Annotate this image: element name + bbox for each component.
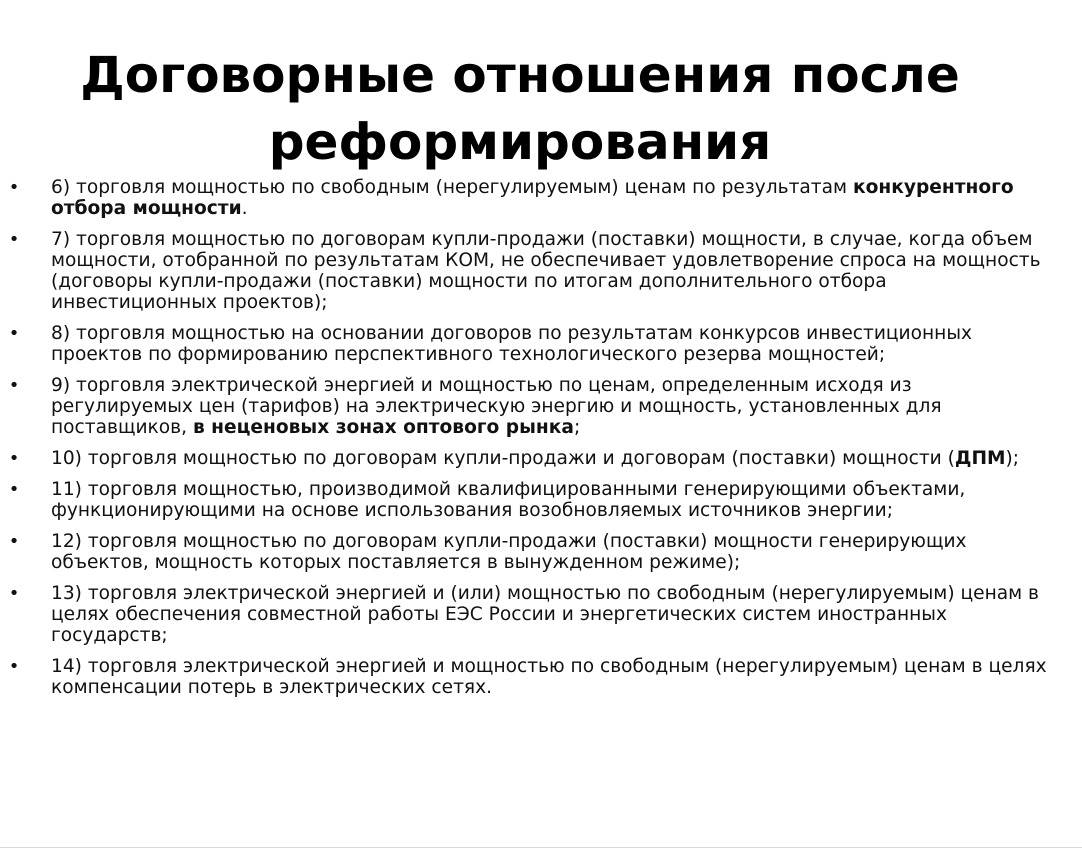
- bullet-item-7: [0, 229, 1082, 313]
- bullet-icon: •: [8, 479, 20, 500]
- bullet-text: 7) торговля мощностью по договорам купли-продажи (поставки) мощности, в случае, когда объем мощности, отобранной по результатам КОМ, не обеспечивает удовлетворение спроса на мощность (договоры купли-продажи (поставки) мощности по итогам дополнительного отбора инвестиционных проектов);: [51, 229, 1041, 313]
- bullet-bold-text: в неценовых зонах оптового рынка: [192, 417, 574, 438]
- bullet-bold-text: ДПМ: [954, 448, 1006, 469]
- bullet-icon: •: [8, 656, 20, 677]
- bullet-icon: •: [8, 531, 20, 552]
- bullet-icon: •: [8, 177, 20, 198]
- bullet-text-end: ;: [573, 417, 581, 438]
- slide-title-line-1: Договорные отношения после: [80, 45, 960, 104]
- bullet-text: 10) торговля мощностью по договорам купли-продажи и договорам (поставки) мощности (: [51, 448, 955, 469]
- bullet-item-8: [0, 323, 1082, 365]
- bullet-icon: •: [8, 448, 20, 469]
- bullet-text: 14) торговля электрической энергией и мощностью по свободным (нерегулируемым) ценам в целях компенсации потерь в электрических сетях.: [51, 656, 1047, 698]
- bullet-text: 8) торговля мощностью на основании договоров по результатам конкурсов инвестиционных проектов по формированию перспективного технологического резерва мощностей;: [51, 323, 973, 365]
- bullet-text: 11) торговля мощностью, производимой квалифицированными генерирующими объектами, функционирующими на основе использования возобновляемых источников энергии;: [51, 479, 966, 521]
- bullet-item-12: [0, 531, 1082, 573]
- bullet-text-end: .: [241, 198, 248, 219]
- bullet-list: [0, 177, 1082, 708]
- bullet-icon: •: [8, 323, 20, 344]
- bullet-item-9: [0, 375, 1082, 438]
- bullet-icon: •: [8, 229, 20, 250]
- bullet-bold-text: конкурентного отбора мощности: [51, 177, 1014, 219]
- slide-title-line-2: реформирования: [268, 112, 772, 171]
- bullet-item-11: [0, 479, 1082, 521]
- slide-title: [0, 42, 1040, 176]
- bullet-item-6: [0, 177, 1082, 219]
- bullet-text-end: );: [1005, 448, 1020, 469]
- bullet-text: 12) торговля мощностью по договорам купли-продажи (поставки) мощности генерирующих объектов, мощность которых поставляется в вынужденном режиме);: [51, 531, 967, 573]
- bullet-icon: •: [8, 375, 20, 396]
- bullet-item-14: [0, 656, 1082, 698]
- bullet-item-13: [0, 583, 1082, 646]
- bullet-text: 6) торговля мощностью по свободным (нерегулируемым) ценам по результатам: [51, 177, 853, 198]
- bullet-text: 9) торговля электрической энергией и мощностью по ценам, определенным исходя из регулируемых цен (тарифов) на электрическую энергию и мощность, установленных для поставщиков,: [51, 375, 942, 438]
- bullet-icon: •: [8, 583, 20, 604]
- bullet-text: 13) торговля электрической энергией и (или) мощностью по свободным (нерегулируемым) ценам в целях обеспечения совместной работы ЕЭС России и энергетических систем иностранных государств;: [51, 583, 1040, 646]
- bullet-item-10: [0, 448, 1082, 469]
